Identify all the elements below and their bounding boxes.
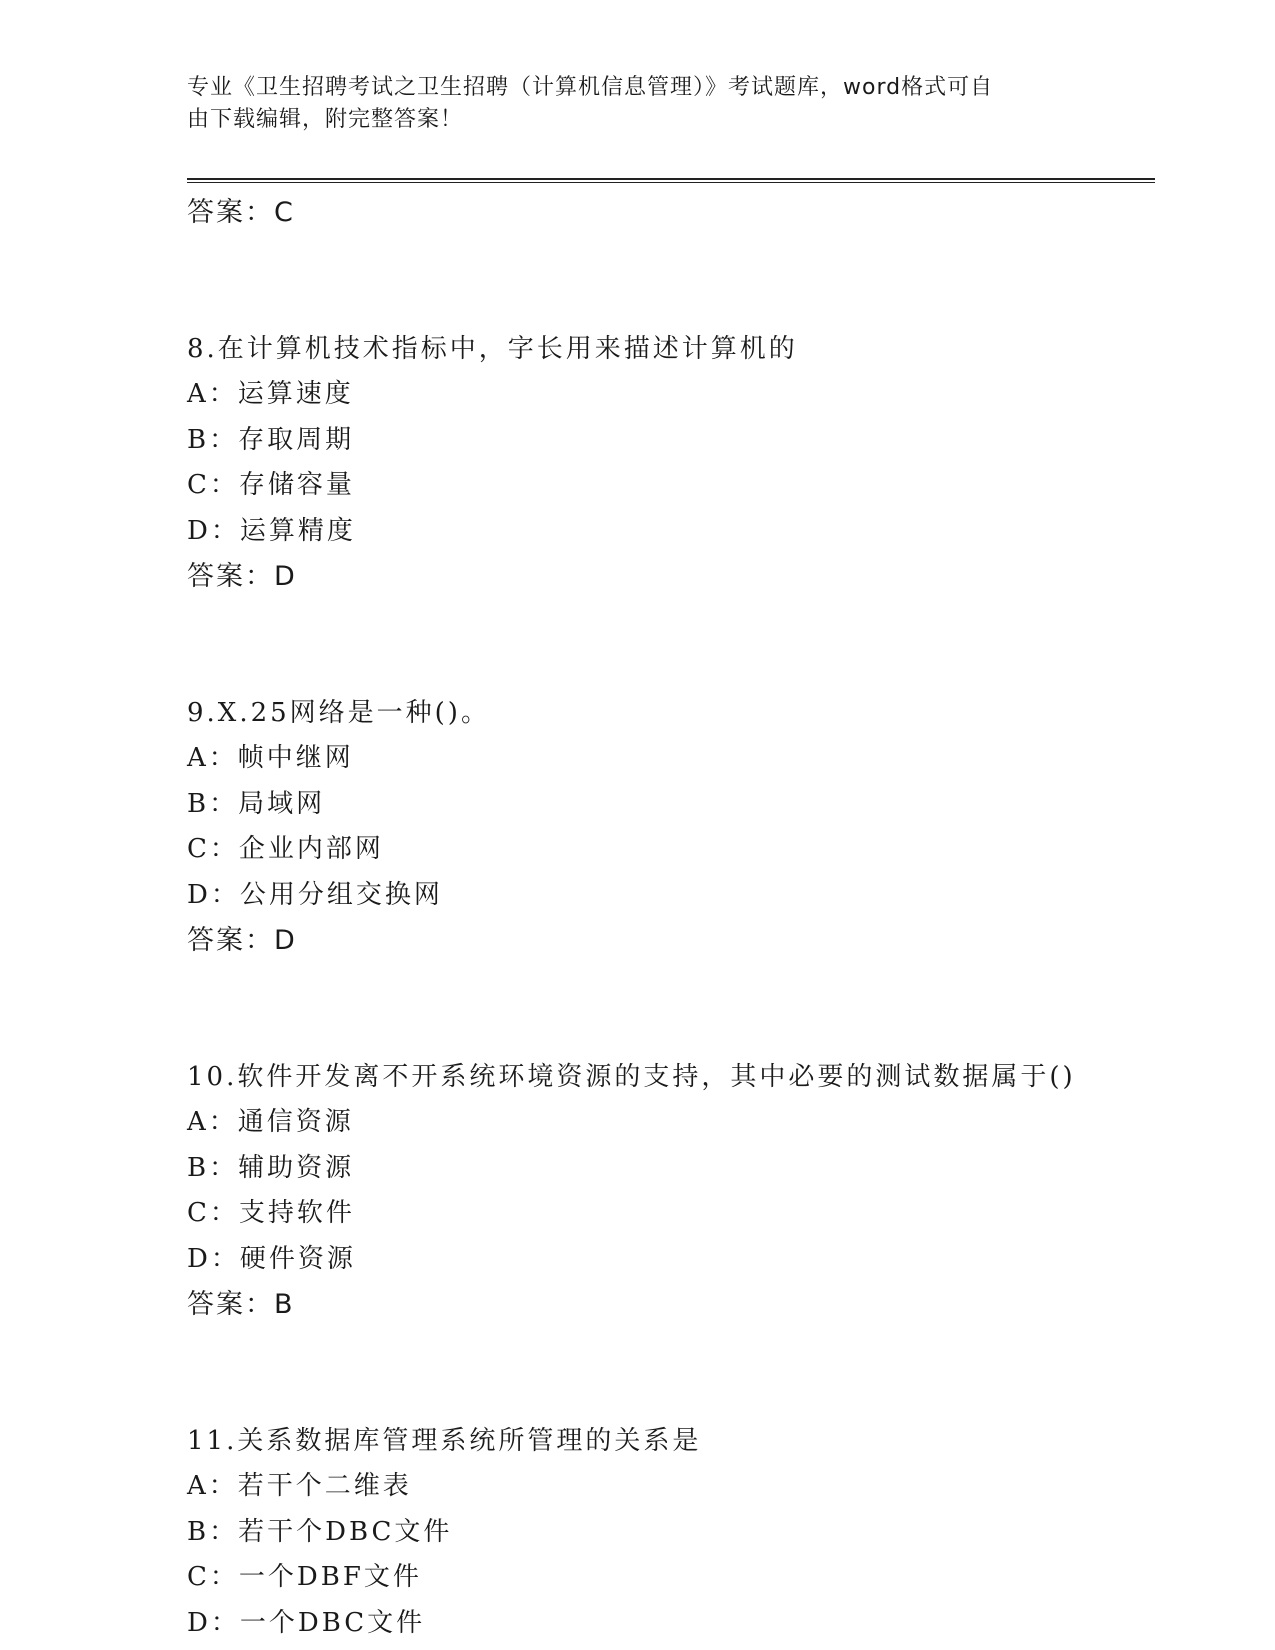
option-d: D：运算精度 (187, 515, 356, 546)
option-a: A：通信资源 (187, 1107, 354, 1137)
question-9 (187, 691, 1155, 964)
header-divider (187, 178, 1155, 183)
option-b: B：局域网 (187, 788, 326, 819)
option-a: A：帧中继网 (187, 743, 354, 773)
question-stem: 9.X.25网络是一种()。 (187, 697, 490, 728)
option-d: D：公用分组交换网 (187, 879, 443, 910)
question-10 (187, 1055, 1155, 1328)
question-list (187, 190, 1155, 1646)
header-line-2: 由下载编辑，附完整答案！ (187, 107, 464, 132)
option-b: B：辅助资源 (187, 1152, 355, 1183)
option-c: C：支持软件 (187, 1198, 355, 1228)
question-stem: 10.软件开发离不开系统环境资源的支持，其中必要的测试数据属于() (187, 1061, 1076, 1092)
question-stem: 11.关系数据库管理系统所管理的关系是 (187, 1425, 702, 1456)
answer: 答案：B (187, 1289, 295, 1320)
document-header (187, 72, 1067, 136)
option-c: C：存储容量 (187, 470, 355, 500)
spacer (187, 1328, 1155, 1419)
question-8 (187, 327, 1155, 600)
answer: 答案：D (187, 561, 297, 592)
option-a: A：若干个二维表 (187, 1471, 412, 1501)
spacer (187, 236, 1155, 327)
option-d: D：一个DBC文件 (187, 1607, 426, 1638)
header-line-1: 专业《卫生招聘考试之卫生招聘（计算机信息管理）》考试题库，word格式可自 (187, 75, 994, 100)
previous-answer: 答案：C (187, 197, 295, 228)
option-a: A：运算速度 (187, 379, 354, 409)
option-b: B：存取周期 (187, 424, 355, 455)
question-stem: 8.在计算机技术指标中，字长用来描述计算机的 (187, 333, 798, 364)
option-c: C：一个DBF文件 (187, 1562, 422, 1592)
question-11 (187, 1419, 1155, 1647)
option-d: D：硬件资源 (187, 1243, 356, 1274)
answer: 答案：D (187, 925, 297, 956)
spacer (187, 964, 1155, 1055)
option-b: B：若干个DBC文件 (187, 1516, 453, 1547)
option-c: C：企业内部网 (187, 834, 384, 864)
spacer (187, 600, 1155, 691)
